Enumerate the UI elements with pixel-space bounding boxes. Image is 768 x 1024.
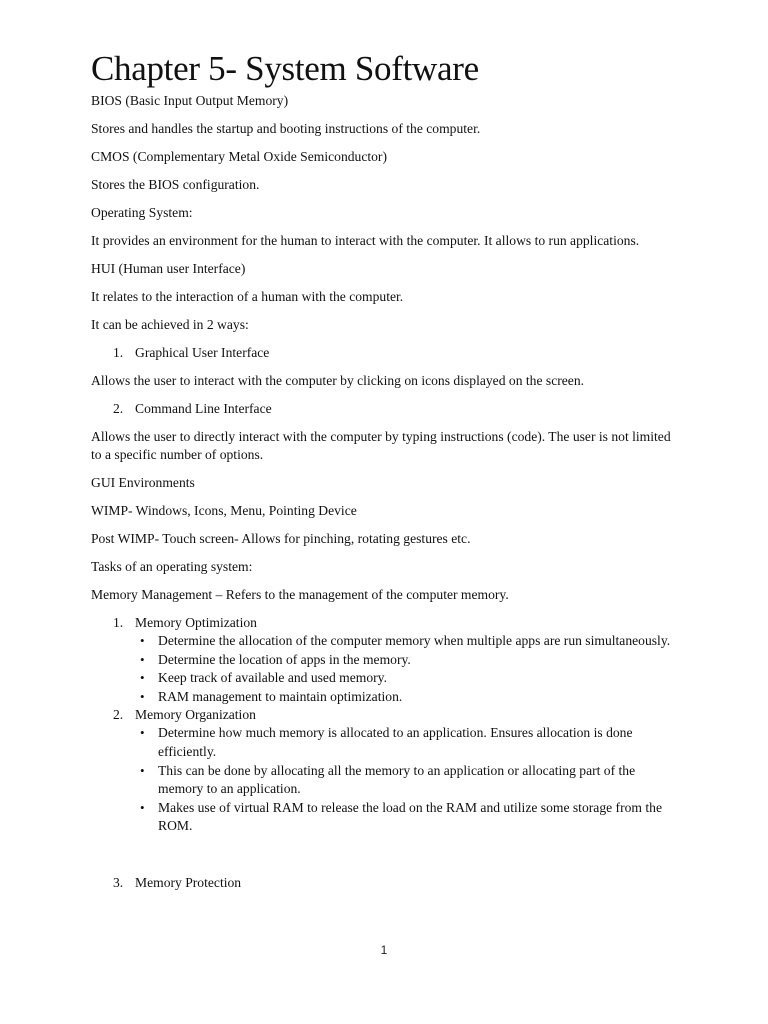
list-number: 2. — [113, 401, 124, 416]
bullet-icon: • — [140, 670, 145, 686]
list-label: Memory Organization — [135, 707, 256, 723]
list-item-gui — [91, 344, 681, 362]
paragraph-tasks: Tasks of an operating system: — [91, 559, 253, 574]
page-title: Chapter 5- System Software — [91, 49, 479, 88]
paragraph-os-desc: It provides an environment for the human to interact with the computer. It allows to run applications. — [91, 233, 640, 248]
bullet-list-optimization — [91, 632, 681, 706]
bullet-text: Makes use of virtual RAM to release the load on the RAM and utilize some storage from the ROM. — [158, 799, 662, 834]
list-label: Memory Optimization — [135, 615, 257, 630]
page-number: 1 — [380, 943, 388, 957]
bullet-item — [91, 632, 681, 651]
bullet-item — [91, 651, 681, 670]
list-number: 3. — [113, 874, 124, 890]
list-label: Graphical User Interface — [135, 345, 270, 360]
list-item-memory-protection — [91, 874, 681, 892]
bullet-text: Determine the allocation of the computer memory when multiple apps are run simultaneously. — [158, 633, 671, 648]
bullet-item — [91, 669, 681, 688]
bullet-text: Determine how much memory is allocated to an application. Ensures allocation is done efficiently. — [158, 725, 633, 759]
paragraph-post-wimp: Post WIMP- Touch screen- Allows for pinching, rotating gestures etc. — [91, 531, 471, 546]
paragraph-cmos: CMOS (Complementary Metal Oxide Semiconductor) — [91, 149, 387, 164]
paragraph-hui: HUI (Human user Interface) — [91, 261, 246, 276]
bullet-icon: • — [140, 651, 145, 667]
paragraph-os: Operating System: — [91, 205, 193, 220]
bullet-item — [91, 762, 681, 799]
paragraph-gui-desc: Allows the user to interact with the computer by clicking on icons displayed on the screen. — [91, 373, 585, 388]
list-number: 2. — [113, 707, 124, 723]
paragraph-gui-env: GUI Environments — [91, 475, 195, 490]
bullet-item — [91, 688, 681, 707]
bullet-text: This can be done by allocating all the memory to an application or allocating part of the memory to an application. — [158, 762, 636, 797]
paragraph-cmos-desc: Stores the BIOS configuration. — [91, 177, 260, 192]
bullet-list-organization — [91, 724, 681, 836]
bullet-item — [91, 799, 681, 836]
bullet-item — [91, 724, 681, 761]
list-label: Memory Protection — [135, 874, 242, 890]
paragraph-wimp: WIMP- Windows, Icons, Menu, Pointing Device — [91, 503, 357, 518]
list-label: Command Line Interface — [135, 401, 272, 416]
bullet-text: Keep track of available and used memory. — [158, 670, 387, 686]
list-number: 1. — [113, 615, 124, 630]
bullet-text: RAM management to maintain optimization. — [158, 688, 403, 704]
paragraph-bios-desc: Stores and handles the startup and booting instructions of the computer. — [91, 121, 481, 136]
list-number: 1. — [113, 345, 124, 360]
paragraph-cli-desc: Allows the user to directly interact with the computer by typing instructions (code). The user is not limited to a specific number of options. — [91, 429, 671, 462]
list-item-cli — [91, 400, 681, 418]
list-item-memory-organization — [91, 706, 681, 724]
bullet-icon: • — [140, 762, 145, 778]
list-item-memory-optimization — [91, 614, 681, 632]
bullet-icon: • — [140, 725, 145, 741]
bullet-icon: • — [140, 688, 145, 704]
paragraph-memory-management: Memory Management – Refers to the management of the computer memory. — [91, 587, 509, 602]
bullet-icon: • — [140, 799, 145, 815]
bullet-icon: • — [140, 633, 145, 648]
paragraph-hui-desc: It relates to the interaction of a human with the computer. — [91, 289, 404, 304]
paragraph-bios: BIOS (Basic Input Output Memory) — [91, 93, 289, 108]
bullet-text: Determine the location of apps in the memory. — [158, 651, 411, 667]
document-body — [91, 50, 681, 892]
paragraph-ways: It can be achieved in 2 ways: — [91, 317, 249, 332]
